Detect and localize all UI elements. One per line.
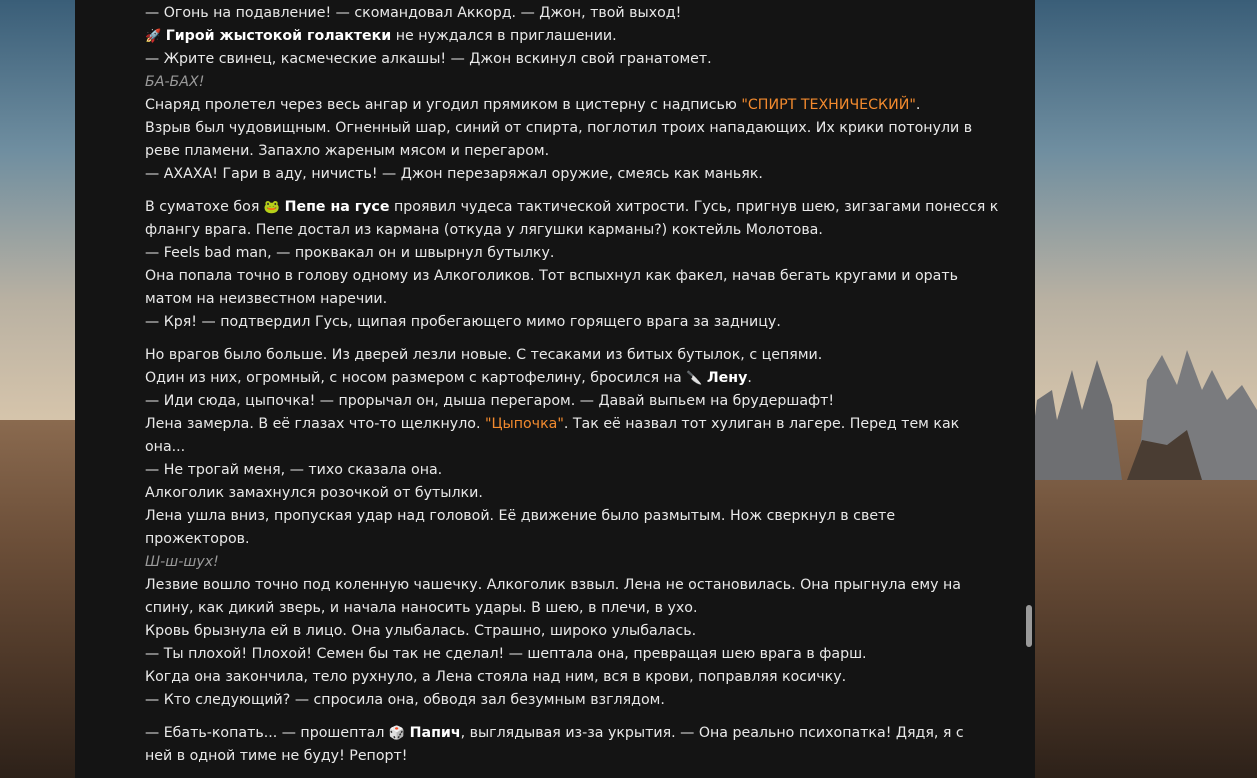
text-line <box>145 367 995 390</box>
text-line: реве пламени. Запахло жареным мясом и перегаром. <box>145 143 550 159</box>
text-line: спину, как дикий зверь, и начала наносить удары. В шею, в плечи, в ухо. <box>145 600 698 616</box>
sound-effect: БА-БАХ! <box>145 74 205 90</box>
text-fragment: . Так её назвал тот хулиган в лагере. Перед тем как <box>563 416 960 432</box>
text-line: — Кря! — подтвердил Гусь, щипая пробегающего мимо горящего врага за задницу. <box>145 314 781 330</box>
sound-effect: Ш-ш-шух! <box>145 554 219 570</box>
text-line: матом на неизвестном наречии. <box>145 291 388 307</box>
highlighted-text: "СПИРТ ТЕХНИЧЕСКИЙ" <box>741 97 916 113</box>
text-fragment: . <box>915 97 921 113</box>
paragraph-4 <box>145 722 995 768</box>
paragraph-1 <box>145 2 995 186</box>
text-line: Лезвие вошло точно под коленную чашечку. Алкоголик взвыл. Лена не остановилась. Она прыгнула ему на <box>145 577 961 593</box>
text-fragment: Лена замерла. В её глазах что-то щелкнуло. <box>145 416 485 432</box>
frog-icon: 🐸 <box>263 200 281 215</box>
character-name: Пепе на гусе <box>284 199 390 215</box>
text-fragment: — Ебать-копать... — прошептал <box>145 725 389 741</box>
knife-icon: 🔪 <box>686 371 703 386</box>
story-reader-panel <box>75 0 1035 778</box>
text-line: Но врагов было больше. Из дверей лезли новые. С тесаками из битых бутылок, с цепями. <box>145 347 823 363</box>
text-line: ней в одной тиме не буду! Репорт! <box>145 748 408 764</box>
text-line: — АХАХА! Гари в аду, ничисть! — Джон перезаряжал оружие, смеясь как маньяк. <box>145 166 763 182</box>
text-line: Кровь брызнула ей в лицо. Она улыбалась. Страшно, широко улыбалась. <box>145 623 697 639</box>
text-line: прожекторов. <box>145 531 250 547</box>
text-fragment: В суматохе боя <box>145 199 264 215</box>
text-line <box>145 94 995 117</box>
text-line <box>145 413 995 436</box>
scrollbar-thumb[interactable] <box>1026 605 1032 647</box>
text-line: Лена ушла вниз, пропуская удар над головой. Её движение было размытым. Нож сверкнул в свете <box>145 508 896 524</box>
paragraph-2 <box>145 196 999 334</box>
character-name: Папич <box>409 725 461 741</box>
text-line: — Ты плохой! Плохой! Семен бы так не сделал! — шептала она, превращая шею врага в фарш. <box>145 646 867 662</box>
text-fragment: не нуждался в приглашении. <box>391 28 617 44</box>
text-line: Когда она закончила, тело рухнуло, а Лена стояла над ним, вся в крови, поправляя косичку. <box>145 669 847 685</box>
character-name: Гирой жыстокой голактеки <box>165 28 392 44</box>
text-line: — Огонь на подавление! — скомандовал Аккорд. — Джон, твой выход! <box>145 5 682 21</box>
text-line: — Кто следующий? — спросила она, обводя зал безумным взглядом. <box>145 692 665 708</box>
text-line: — Feels bad man, — проквакал он и швырнул бутылку. <box>145 245 555 261</box>
text-line: Она попала точно в голову одному из Алкоголиков. Тот вспыхнул как факел, начав бегать кругами и орать <box>145 268 958 284</box>
text-line <box>145 196 999 219</box>
character-name: Лену <box>706 370 748 386</box>
story-text <box>145 2 999 778</box>
highlighted-text: "Цыпочка" <box>484 416 564 432</box>
text-fragment: . <box>747 370 752 386</box>
text-line: — Не трогай меня, — тихо сказала она. <box>145 462 443 478</box>
paragraph-3 <box>145 344 995 712</box>
text-line: флангу врага. Пепе достал из кармана (откуда у лягушки карманы?) коктейль Молотова. <box>145 222 823 238</box>
text-line: она... <box>145 439 186 455</box>
text-line: — Иди сюда, цыпочка! — прорычал он, дыша перегаром. — Давай выпьем на брудершафт! <box>145 393 835 409</box>
text-fragment: Один из них, огромный, с носом размером с картофелину, бросился на <box>145 370 687 386</box>
rock-formations <box>1027 330 1257 480</box>
text-line <box>145 25 995 48</box>
text-line <box>145 722 995 745</box>
text-fragment: проявил чудеса тактической хитрости. Гусь, пригнув шею, зигзагами понесся к <box>389 199 999 215</box>
text-line: Алкоголик замахнулся розочкой от бутылки. <box>145 485 483 501</box>
text-line: — Жрите свинец, касмеческие алкашы! — Джон вскинул свой гранатомет. <box>145 51 712 67</box>
text-line: Взрыв был чудовищным. Огненный шар, синий от спирта, поглотил троих нападающих. Их крики потонули в <box>145 120 973 136</box>
text-fragment: , выглядывая из-за укрытия. — Она реально психопатка! Дядя, я с <box>460 725 964 741</box>
rocket-icon: 🚀 <box>145 29 162 44</box>
dice-icon: 🎲 <box>388 726 406 741</box>
text-fragment: Снаряд пролетел через весь ангар и угодил прямиком в цистерну с надписью <box>145 97 742 113</box>
